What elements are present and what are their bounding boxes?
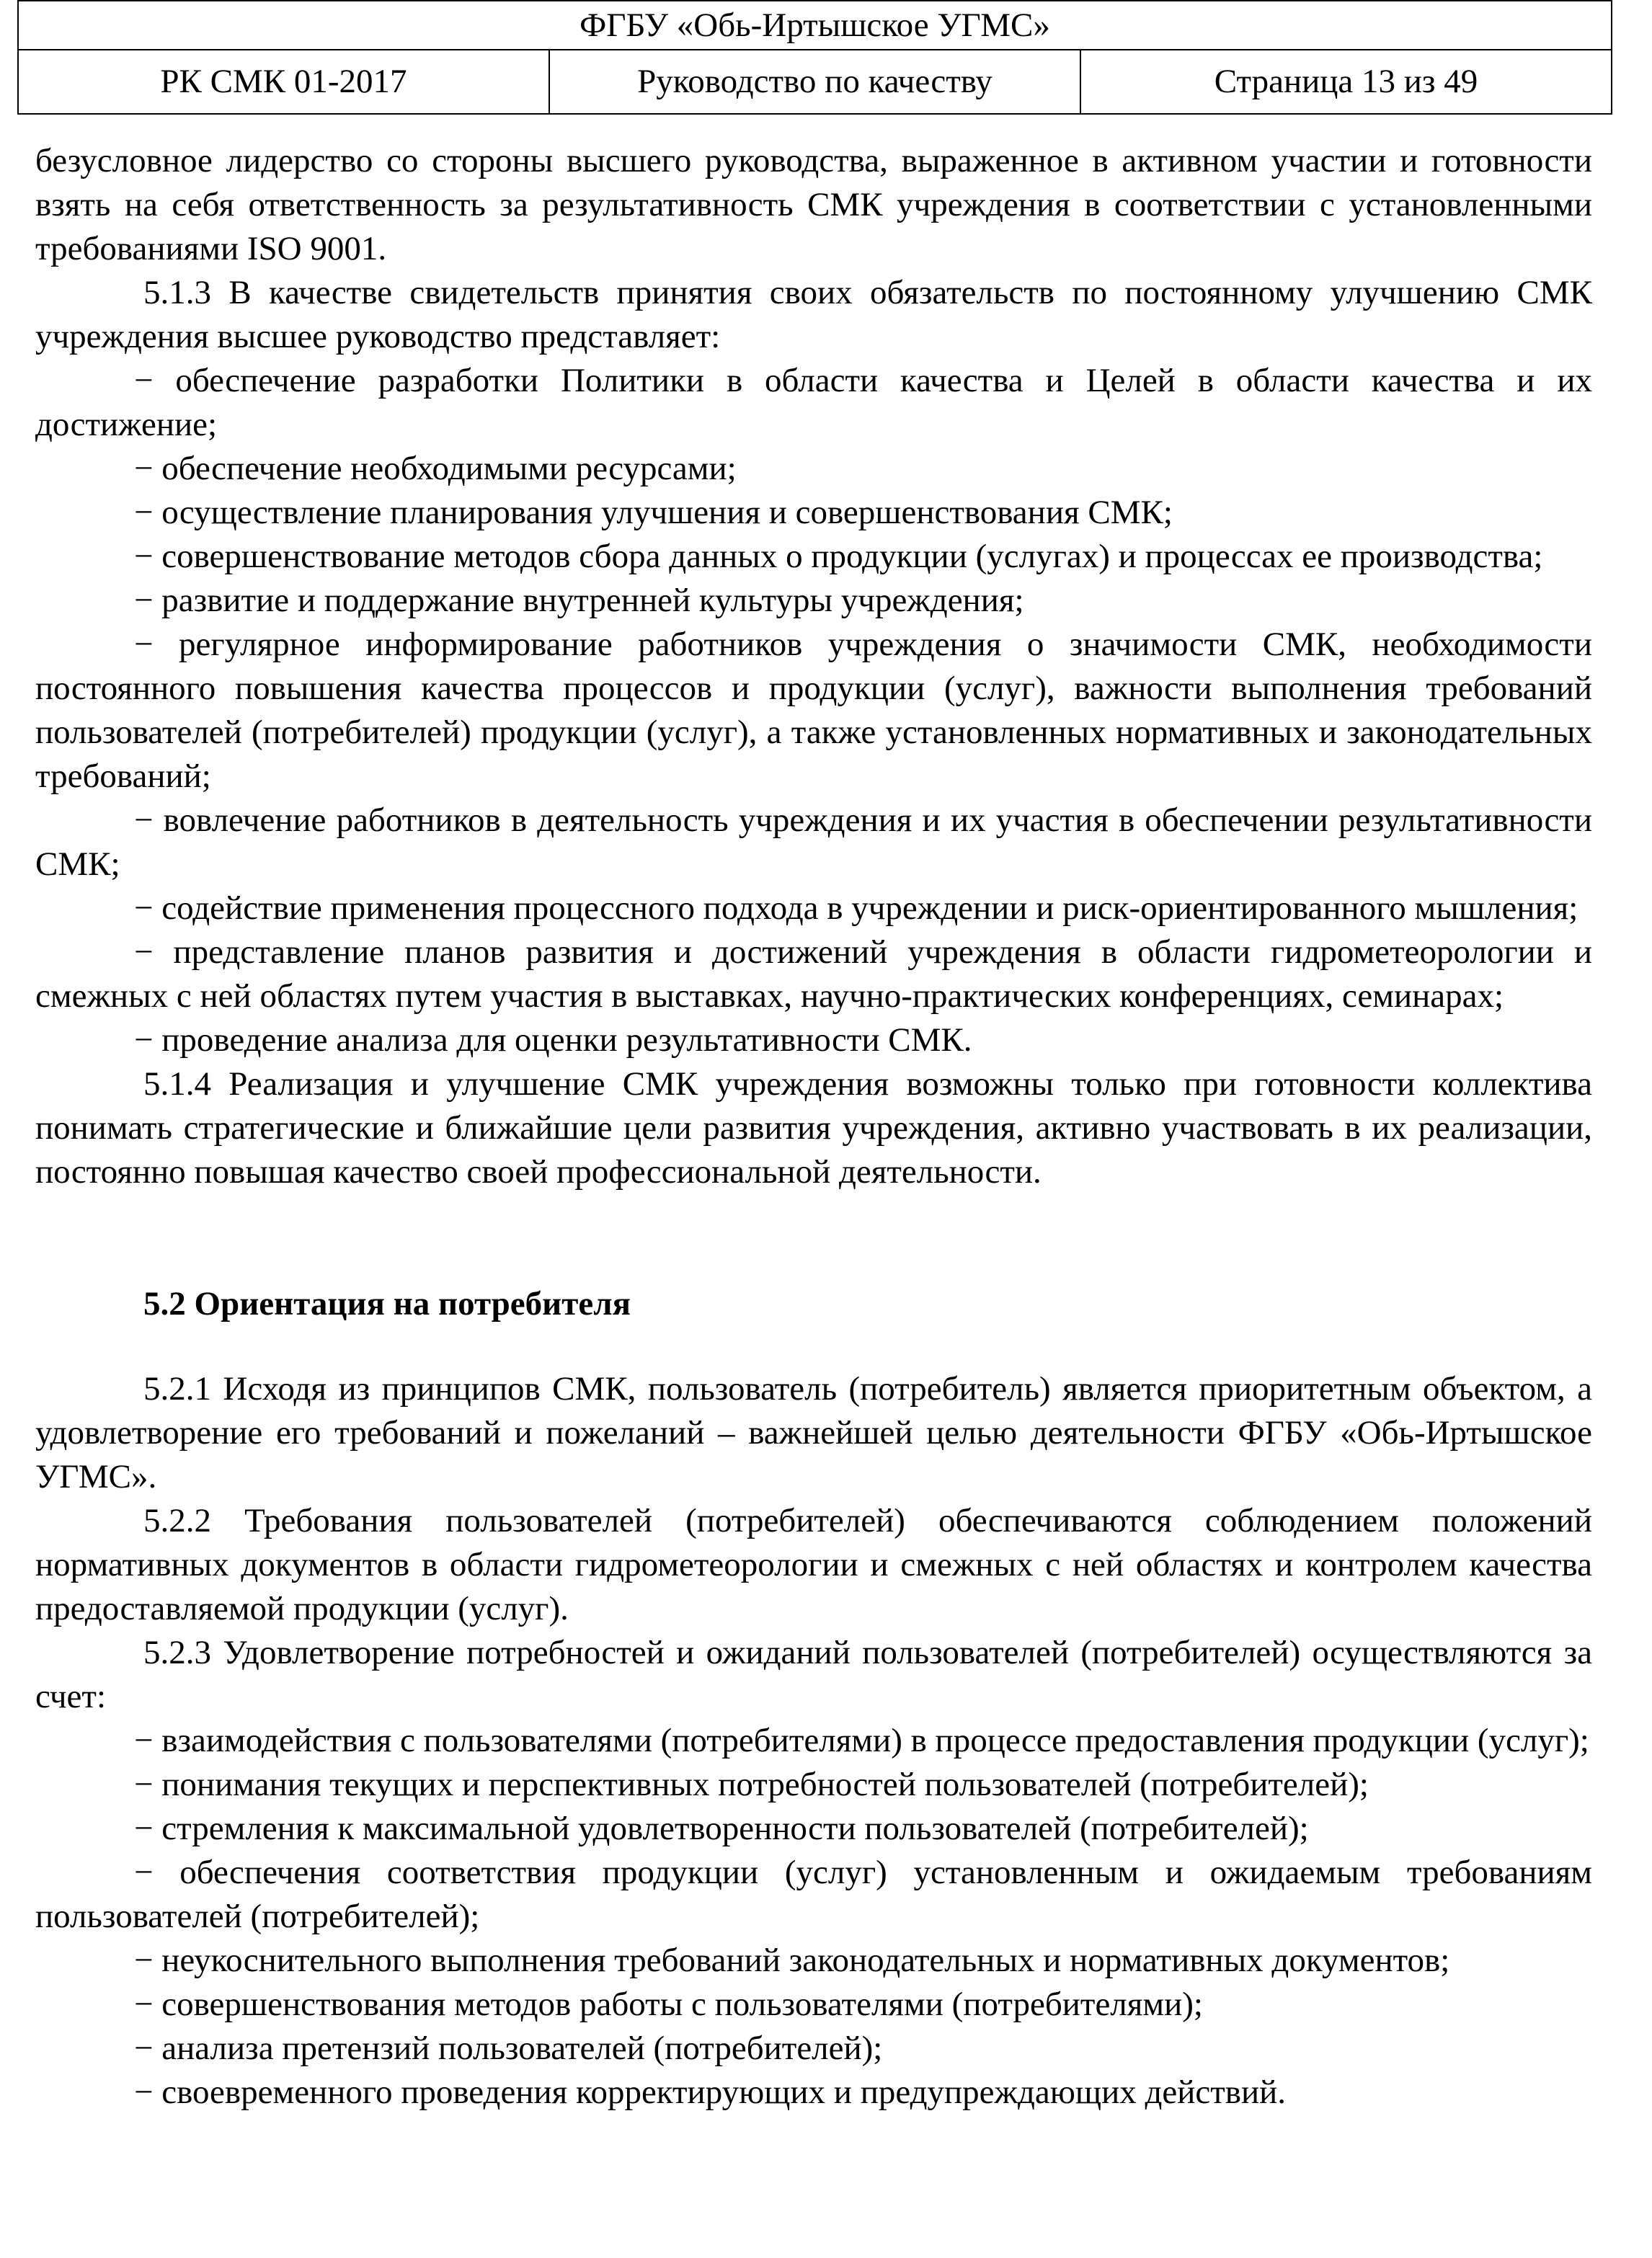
list-item: − содействие применения процессного подхода в учреждении и риск-ориентированного мышления; (134, 889, 1578, 927)
paragraph-intro: безусловное лидерство со стороны высшего руководства, выраженное в активном участии и готовности взять на себя ответственность за результативность СМК учреждения в соответствии с установленными требованиями ISO 9001. (35, 142, 1592, 267)
list-5-2-3 (35, 1719, 1592, 2115)
list-item: − понимания текущих и перспективных потребностей пользователей (потребителей); (134, 1766, 1369, 1803)
section-heading-5-2: 5.2 Ориентация на потребителя (143, 1285, 631, 1323)
document-header-table (17, 0, 1612, 115)
list-item: − взаимодействия с пользователями (потребителями) в процессе предоставления продукции (услуг); (134, 1722, 1589, 1759)
document-body (35, 139, 1592, 2115)
list-item: − развитие и поддержание внутренней культуры учреждения; (134, 582, 1024, 619)
paragraph-5-1-4: 5.1.4 Реализация и улучшение СМК учреждения возможны только при готовности коллектива понимать стратегические и ближайшие цели развития учреждения, активно участвовать в их реализации, постоянно повышая качество своей профессиональной деятельности. (35, 1065, 1592, 1191)
paragraph-5-2-3: 5.2.3 Удовлетворение потребностей и ожиданий пользователей (потребителей) осуществляются за счет: (35, 1634, 1592, 1715)
list-5-1-3 (35, 359, 1592, 1062)
list-item: − обеспечения соответствия продукции (услуг) установленным и ожидаемым требованиям пользователей (потребителей); (35, 1854, 1592, 1935)
list-item: − обеспечение разработки Политики в области качества и Целей в области качества и их достижение; (35, 362, 1592, 443)
header-page-label: Страница 13 из 49 (1080, 50, 1612, 114)
list-item: − совершенствование методов сбора данных о продукции (услугах) и процессах ее производства; (134, 538, 1543, 575)
header-doc-title: Руководство по качеству (549, 50, 1080, 114)
paragraph-5-2-2: 5.2.2 Требования пользователей (потребителей) обеспечиваются соблюдением положений нормативных документов в области гидрометеорологии и смежных с ней областях и контролем качества предоставляемой продукции (услуг). (35, 1502, 1592, 1627)
list-item: − совершенствования методов работы с пользователями (потребителями); (134, 1986, 1203, 2023)
list-item: − анализа претензий пользователей (потребителей); (134, 2030, 883, 2067)
list-item: − стремления к максимальной удовлетворенности пользователей (потребителей); (134, 1810, 1309, 1847)
list-item: − обеспечение необходимыми ресурсами; (134, 450, 737, 487)
header-doc-code: РК СМК 01-2017 (18, 50, 549, 114)
list-item: − регулярное информирование работников учреждения о значимости СМК, необходимости постоянного повышения качества процессов и продукции (услуг), важности выполнения требований пользователей (потребителей) продукции (услуг), а также установленных нормативных и законодательных требований; (35, 626, 1592, 795)
list-item: − осуществление планирования улучшения и совершенствования СМК; (134, 494, 1173, 531)
list-item: − проведение анализа для оценки результативности СМК. (134, 1021, 972, 1059)
list-item: − своевременного проведения корректирующих и предупреждающих действий. (134, 2073, 1287, 2111)
paragraph-5-2-1: 5.2.1 Исходя из принципов СМК, пользователь (потребитель) является приоритетным объектом, а удовлетворение его требований и пожеланий – важнейшей целью деятельности ФГБУ «Обь-Иртышское УГМС». (35, 1370, 1592, 1495)
list-item: − представление планов развития и достижений учреждения в области гидрометеорологии и смежных с ней областях путем участия в выставках, научно-практических конференциях, семинарах; (35, 933, 1592, 1015)
paragraph-5-1-3: 5.1.3 В качестве свидетельств принятия своих обязательств по постоянному улучшению СМК учреждения высшее руководство представляет: (35, 274, 1592, 355)
list-item: − неукоснительного выполнения требований законодательных и нормативных документов; (134, 1942, 1450, 1979)
header-organization: ФГБУ «Обь-Иртышское УГМС» (18, 1, 1612, 50)
list-item: − вовлечение работников в деятельность учреждения и их участия в обеспечении результативности СМК; (35, 801, 1592, 883)
